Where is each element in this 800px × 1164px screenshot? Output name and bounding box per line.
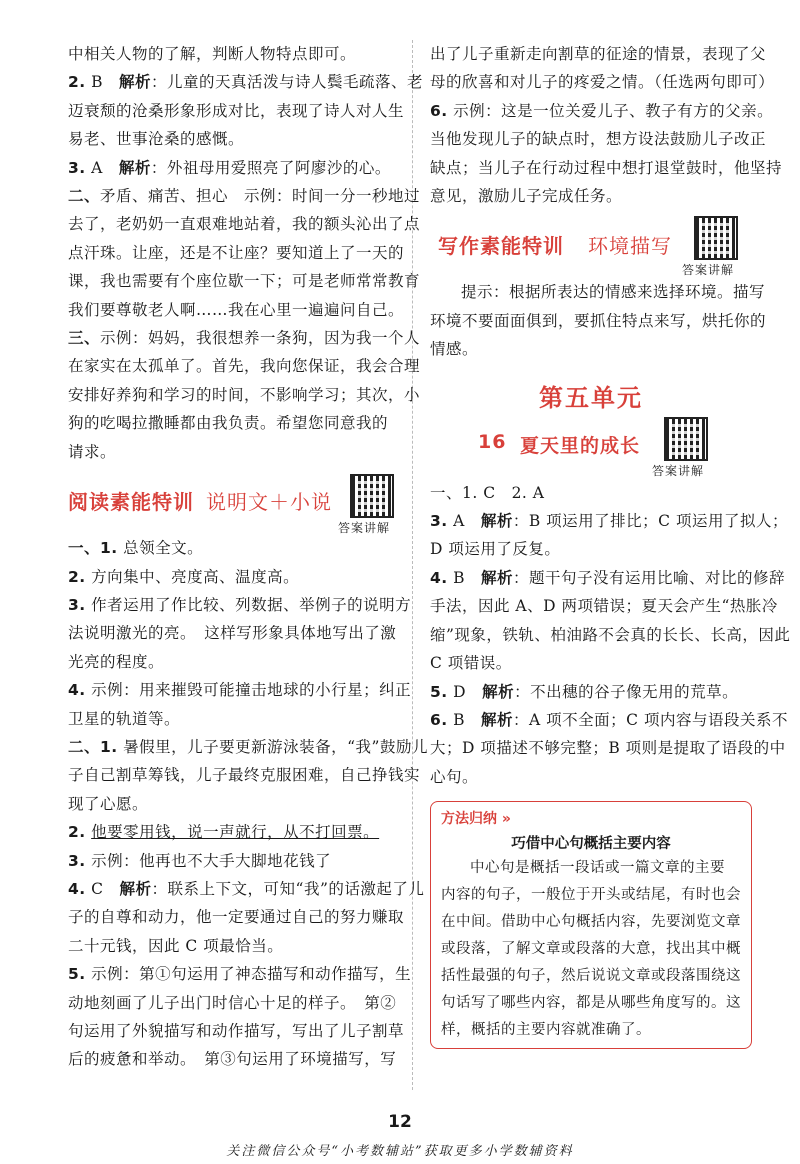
reading-answer-4: 4. 示例：用来摧毁可能撞击地球的小行星；纠正 — [68, 681, 412, 700]
text-line: 句运用了外貌描写和动作描写，写出了儿子割草 — [68, 1022, 405, 1040]
section-3-answer: 三、示例：妈妈，我很想养一条狗，因为我一个人 — [68, 329, 421, 348]
qr-code-icon[interactable] — [350, 474, 394, 518]
section-subtitle: 环境描写 — [588, 234, 672, 259]
writing-section-header — [430, 216, 752, 278]
text-line: 光亮的程度。 — [68, 652, 165, 671]
lesson-answer-1: 一、1. C 2. A — [430, 483, 545, 502]
text-line: 狗的吃喝拉撒睡都由我负责。希望您同意我的 — [68, 414, 389, 433]
text-line: 动地刻画了儿子出门时信心十足的样子。 第② — [68, 993, 397, 1012]
text-line: 中心句是概括一段话或一篇文章的主要 — [470, 860, 725, 877]
footer-note: 关注微信公众号“小考数辅站”获取更多小学数辅资料 — [226, 1144, 574, 1159]
text-line: 在中间。借助中心句概括内容，先要浏览文章 — [441, 914, 741, 931]
text-line: D 项运用了反复。 — [430, 540, 561, 559]
reading-answer-3: 3. 作者运用了作比较、列数据、举例子的说明方 — [68, 595, 412, 614]
answer-6: 6. 示例：这是一位关爱儿子、教子有方的父亲。 — [430, 101, 774, 120]
section-2-answer: 二、矛盾、痛苦、担心 示例：时间一分一秒地过 — [68, 187, 421, 206]
method-summary-heading: 方法归纳 » — [441, 811, 511, 828]
lesson-header — [430, 419, 752, 479]
lesson-answer-5: 5. D 解析：不出穗的谷子像无用的荒草。 — [430, 682, 739, 701]
text-line: 当他发现儿子的缺点时，想方设法鼓励儿子改正 — [430, 130, 767, 149]
reading-answer-8: 4. C 解析：联系上下文，可知“我”的话激起了儿 — [68, 879, 425, 898]
text-line: 意见，激励儿子完成任务。 — [430, 187, 623, 206]
qr-label: 答案讲解 — [338, 521, 391, 536]
text-line: 情感。 — [430, 340, 479, 359]
lesson-answer-4: 4. B 解析：题干句子没有运用比喻、对比的修辞 — [430, 568, 786, 587]
text-line: 子自己割草筹钱，儿子最终克服困难，自己挣钱实 — [68, 766, 421, 785]
text-line: 缺点；当儿子在行动过程中想打退堂鼓时，他坚持 — [430, 158, 783, 177]
page-number: 12 — [388, 1112, 412, 1132]
reading-answer-1: 一、1. 总领全文。 — [68, 539, 204, 558]
reading-answer-9: 5. 示例：第①句运用了神态描写和动作描写，生 — [68, 965, 412, 984]
text-line: 心句。 — [430, 767, 479, 786]
text-line: 课，我也需要有个座位歇一下；可是老师常常教育 — [68, 272, 421, 291]
text-line: 法说明激光的亮。 这样写形象具体地写出了激 — [68, 624, 397, 643]
text-line: 安排好养狗和学习的时间，不影响学习；其次，小 — [68, 385, 421, 404]
text-line: 去了，老奶奶一直艰难地站着，我的额头沁出了点 — [68, 215, 421, 234]
left-column — [68, 40, 428, 1074]
text-line: 现了心愿。 — [68, 794, 149, 813]
text-line: 在家实在太孤单了。首先，我向您保证，我会合理 — [68, 357, 421, 376]
text-line: 内容的句子，一般位于开头或结尾，有时也会 — [441, 887, 741, 904]
reading-answer-6: 2. 他要零用钱，说一声就行，从不打回票。 — [68, 823, 380, 842]
method-summary-title: 巧借中心句概括主要内容 — [511, 836, 671, 853]
qr-code-icon[interactable] — [664, 417, 708, 461]
lesson-answer-3: 3. A 解析：B 项运用了排比；C 项运用了拟人； — [430, 512, 788, 531]
text-line: 缩”现象，铁轨、柏油路不会真的长长、长高，因此 — [430, 625, 791, 644]
reading-answer-7: 3. 示例：他再也不大手大脚地花钱了 — [68, 851, 332, 870]
text-line: 或段落，了解文章或段落的大意，找出其中概 — [441, 941, 741, 958]
qr-code-icon[interactable] — [694, 216, 738, 260]
lesson-title: 夏天里的成长 — [520, 434, 641, 457]
reading-section-header — [68, 472, 393, 536]
text-line: 后的疲惫和举动。 第③句运用了环境描写，写 — [68, 1050, 397, 1069]
reading-answer-5: 二、1. 暑假里，儿子要更新游泳装备，“我”鼓励儿 — [68, 737, 428, 756]
text-line: 二十元钱，因此 C 项最恰当。 — [68, 936, 284, 955]
text-line: 句话写了哪些内容，都是从哪些角度写的。这 — [441, 995, 741, 1012]
qr-label: 答案讲解 — [682, 263, 735, 278]
text-line: 样，概括的主要内容就准确了。 — [441, 1022, 651, 1039]
answer-2: 2. B 解析：儿童的天真活泼与诗人鬓毛疏落、老 — [68, 73, 424, 92]
text-line: 易老、世事沧桑的感慨。 — [68, 130, 245, 149]
text-line: 请求。 — [68, 442, 117, 461]
text-line: 手法，因此 A、D 两项错误；夏天会产生“热胀冷 — [430, 597, 778, 616]
text-line: 母的欣喜和对儿子的疼爱之情。（任选两句即可） — [430, 73, 775, 92]
text-line: 环境不要面面俱到，要抓住特点来写，烘托你的 — [430, 311, 767, 330]
section-title: 写作素能特训 — [438, 234, 564, 259]
text-line: 出了儿子重新走向割草的征途的情景，表现了父 — [430, 45, 767, 63]
section-subtitle: 说明文＋小说 — [206, 490, 332, 515]
text-line: 中相关人物的了解，判断人物特点即可。 — [68, 45, 357, 63]
answer-3: 3. A 解析：外祖母用爱照亮了阿廖沙的心。 — [68, 158, 391, 177]
lesson-answer-6: 6. B 解析：A 项不全面；C 项内容与语段关系不 — [430, 710, 788, 729]
right-column — [430, 40, 791, 1049]
qr-label: 答案讲解 — [652, 463, 705, 478]
text-line: 括性最强的句子，然后说说文章或段落围绕这 — [441, 968, 741, 985]
section-title: 阅读素能特训 — [68, 490, 194, 515]
unit-title: 第五单元 — [539, 383, 643, 412]
lesson-number: 16 — [478, 430, 507, 453]
text-line: 卫星的轨道等。 — [68, 709, 181, 728]
text-line: 提示：根据所表达的情感来选择环境。描写 — [461, 283, 766, 302]
reading-answer-2: 2. 方向集中、亮度高、温度高。 — [68, 567, 300, 586]
text-line: 点汗珠。让座，还是不让座？要知道上了一天的 — [68, 243, 405, 262]
text-line: 大；D 项描述不够完整；B 项则是提取了语段的中 — [430, 739, 786, 758]
text-line: C 项错误。 — [430, 654, 512, 673]
method-summary-box — [430, 801, 752, 1049]
text-line: 迈衰颓的沧桑形象形成对比，表现了诗人对人生 — [68, 101, 405, 120]
text-line: 子的自尊和动力，他一定要通过自己的努力赚取 — [68, 908, 405, 927]
text-line: 我们要尊敬老人啊……我在心里一遍遍问自己。 — [68, 300, 405, 319]
